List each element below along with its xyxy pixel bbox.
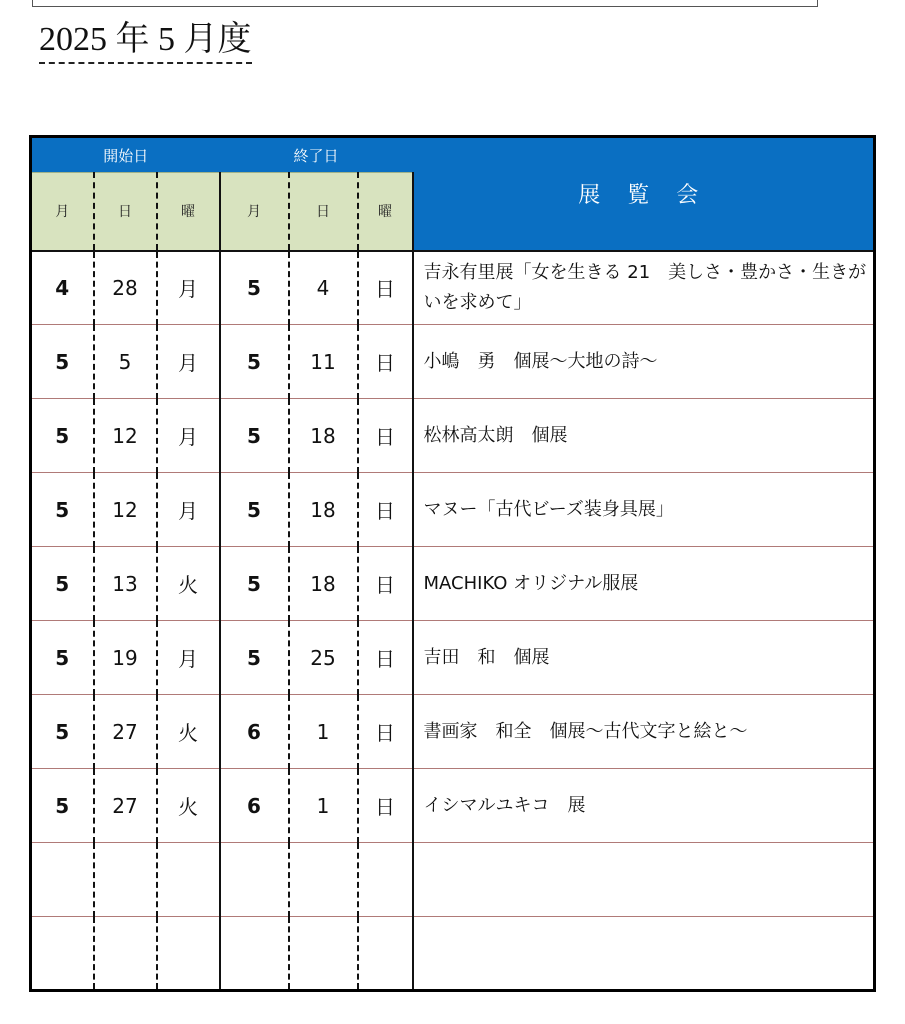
end-day-cell: 1 — [289, 769, 358, 843]
exhibition-name-cell: 小嶋 勇 個展～大地の詩～ — [413, 325, 875, 399]
end-month-cell: 5 — [220, 399, 289, 473]
exhibition-schedule-table — [29, 135, 876, 992]
exhibition-header: 展 覧 会 — [413, 137, 875, 251]
end-day-header: 日 — [289, 173, 358, 251]
end-month-cell: 5 — [220, 621, 289, 695]
start-month-cell: 5 — [31, 325, 94, 399]
end-day-cell: 18 — [289, 473, 358, 547]
start-day-cell: 27 — [94, 695, 157, 769]
start-month-cell — [31, 843, 94, 917]
end-weekday-cell: 日 — [358, 547, 413, 621]
start-weekday-cell: 月 — [157, 621, 220, 695]
start-day-header: 日 — [94, 173, 157, 251]
table-row — [31, 769, 875, 843]
end-month-cell: 6 — [220, 695, 289, 769]
table-row — [31, 843, 875, 917]
start-month-cell: 5 — [31, 621, 94, 695]
top-frame — [32, 0, 818, 7]
end-month-header: 月 — [220, 173, 289, 251]
start-weekday-cell: 月 — [157, 325, 220, 399]
end-weekday-cell: 日 — [358, 473, 413, 547]
start-day-cell: 5 — [94, 325, 157, 399]
start-day-cell: 13 — [94, 547, 157, 621]
end-weekday-cell: 日 — [358, 695, 413, 769]
end-day-cell: 4 — [289, 251, 358, 325]
start-weekday-cell: 月 — [157, 251, 220, 325]
start-month-cell: 5 — [31, 769, 94, 843]
end-month-cell — [220, 843, 289, 917]
start-month-cell: 5 — [31, 399, 94, 473]
start-day-cell: 28 — [94, 251, 157, 325]
start-month-cell: 5 — [31, 547, 94, 621]
exhibition-name-cell: 書画家 和全 個展～古代文字と絵と～ — [413, 695, 875, 769]
table-row — [31, 917, 875, 991]
start-day-cell — [94, 843, 157, 917]
end-weekday-cell: 日 — [358, 399, 413, 473]
end-day-cell: 25 — [289, 621, 358, 695]
end-day-cell — [289, 917, 358, 991]
end-month-cell: 5 — [220, 251, 289, 325]
end-day-cell: 18 — [289, 547, 358, 621]
start-date-header: 開始日 — [31, 137, 220, 173]
exhibition-name-cell — [413, 917, 875, 991]
end-weekday-cell — [358, 843, 413, 917]
table-row — [31, 251, 875, 325]
table-row — [31, 621, 875, 695]
end-month-cell: 5 — [220, 547, 289, 621]
end-weekday-cell: 日 — [358, 769, 413, 843]
end-month-cell — [220, 917, 289, 991]
start-month-cell: 5 — [31, 695, 94, 769]
table-row — [31, 695, 875, 769]
start-day-cell: 12 — [94, 399, 157, 473]
start-month-cell: 5 — [31, 473, 94, 547]
end-weekday-cell: 日 — [358, 251, 413, 325]
exhibition-name-cell — [413, 843, 875, 917]
end-month-cell: 5 — [220, 473, 289, 547]
exhibition-name-cell: 松林高太朗 個展 — [413, 399, 875, 473]
start-day-cell: 19 — [94, 621, 157, 695]
start-weekday-cell: 月 — [157, 473, 220, 547]
start-weekday-cell — [157, 843, 220, 917]
table-row — [31, 473, 875, 547]
end-weekday-cell: 日 — [358, 621, 413, 695]
page-title: 2025 年 5 月度 — [39, 18, 252, 64]
start-month-header: 月 — [31, 173, 94, 251]
end-day-cell: 1 — [289, 695, 358, 769]
end-month-cell: 6 — [220, 769, 289, 843]
end-day-cell — [289, 843, 358, 917]
start-weekday-cell — [157, 917, 220, 991]
exhibition-name-cell: 吉田 和 個展 — [413, 621, 875, 695]
start-month-cell — [31, 917, 94, 991]
end-date-header: 終了日 — [220, 137, 413, 173]
table-row — [31, 399, 875, 473]
exhibition-name-cell: 吉永有里展「女を生きる 21 美しさ・豊かさ・生きがいを求めて」 — [413, 251, 875, 325]
table-row — [31, 547, 875, 621]
start-day-cell: 12 — [94, 473, 157, 547]
end-month-cell: 5 — [220, 325, 289, 399]
exhibition-name-cell: マヌー「古代ビーズ装身具展」 — [413, 473, 875, 547]
end-day-cell: 11 — [289, 325, 358, 399]
end-weekday-cell — [358, 917, 413, 991]
end-day-cell: 18 — [289, 399, 358, 473]
end-weekday-cell: 日 — [358, 325, 413, 399]
start-weekday-cell: 火 — [157, 769, 220, 843]
start-weekday-cell: 月 — [157, 399, 220, 473]
start-day-cell: 27 — [94, 769, 157, 843]
start-month-cell: 4 — [31, 251, 94, 325]
exhibition-name-cell: MACHIKO オリジナル服展 — [413, 547, 875, 621]
start-day-cell — [94, 917, 157, 991]
start-weekday-cell: 火 — [157, 695, 220, 769]
table-row — [31, 325, 875, 399]
start-weekday-header: 曜 — [157, 173, 220, 251]
end-weekday-header: 曜 — [358, 173, 413, 251]
exhibition-name-cell: イシマルユキコ 展 — [413, 769, 875, 843]
start-weekday-cell: 火 — [157, 547, 220, 621]
